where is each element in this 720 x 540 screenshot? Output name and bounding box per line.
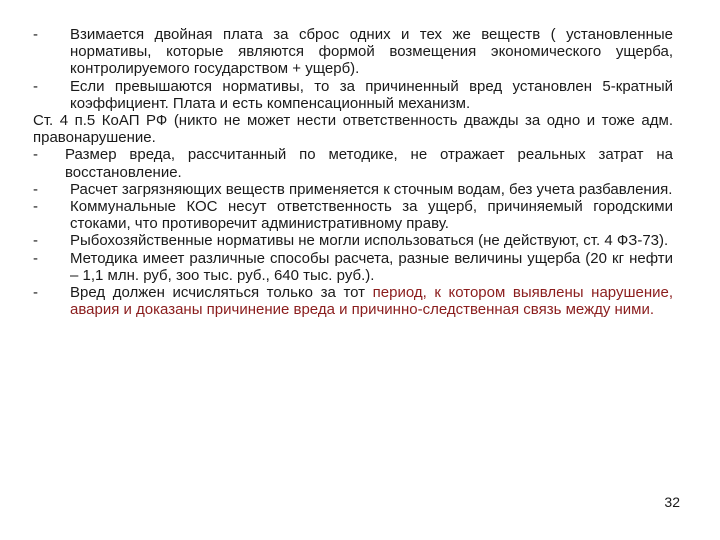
list-item — [33, 284, 673, 318]
list-item — [33, 232, 673, 249]
list-dash: - — [33, 249, 38, 267]
list-item-text: Размер вреда, рассчитанный по методике, не отражает реальных затрат на восстановление. — [65, 146, 673, 181]
list-item-text: Если превышаются нормативы, то за причиненный вред установлен 5-кратный коэффициент. Плата и есть компенсационный механизм. — [70, 77, 673, 112]
list-item — [33, 78, 673, 112]
list-dash: - — [33, 146, 38, 164]
list-dash: - — [33, 198, 38, 216]
legal-reference — [33, 112, 673, 146]
list-item-text: Взимается двойная плата за сброс одних и тех же веществ ( установленные нормативы, которые являются формой возмещения экономического ущерба, контролируемого государством + ущерб). — [70, 26, 673, 78]
list-item-text: Коммунальные КОС несут ответственность за ущерб, причиняемый городскими стоками, что противоречит административному праву. — [70, 198, 673, 233]
list-dash: - — [33, 284, 38, 302]
list-item-text: Расчет загрязняющих веществ применяется к сточным водам, без учета разбавления. — [70, 180, 673, 198]
legal-reference-text: Ст. 4 п.5 КоАП РФ (никто не может нести ответственность дважды за одно и тоже адм. правонарушение. — [33, 112, 673, 147]
list-item — [33, 198, 673, 232]
list-dash: - — [33, 180, 38, 198]
list-dash: - — [33, 232, 38, 250]
list-dash: - — [33, 77, 38, 95]
list-item-text: Рыбохозяйственные нормативы не могли использоваться (не действуют, ст. 4 ФЗ-73). — [70, 232, 669, 250]
list-item-text: Методика имеет различные способы расчета, разные величины ущерба (20 кг нефти – 1,1 млн. руб, зоо тыс. руб., 640 тыс. руб.). — [70, 249, 673, 284]
list-item — [33, 26, 673, 78]
list-item — [33, 250, 673, 284]
list-item — [33, 181, 673, 198]
list-item-text — [70, 284, 673, 318]
list-item — [33, 146, 673, 180]
list-item-plain-text: Вред должен исчисляться только за тот — [70, 284, 373, 302]
page-number: 32 — [664, 494, 680, 510]
highlighted-text: период, к котором выявлены нарушение, авария и доказаны причинение вреда и причинно-следственная связь между ними. — [70, 284, 674, 319]
slide-content — [33, 26, 673, 318]
list-dash: - — [33, 26, 38, 43]
